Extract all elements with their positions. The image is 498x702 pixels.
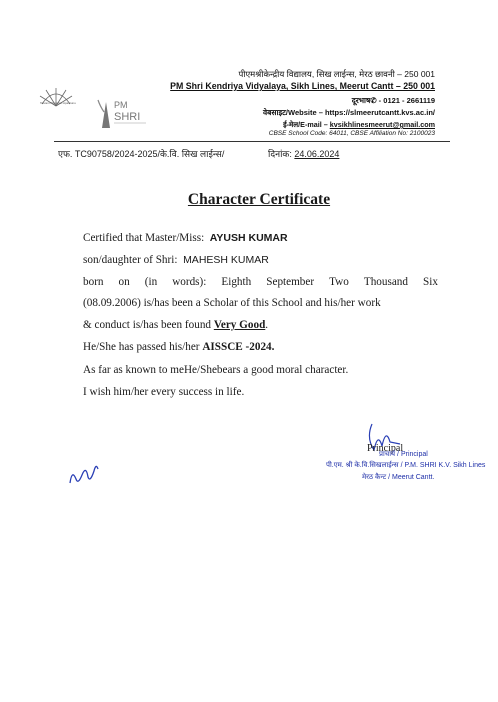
header-divider [54,141,450,142]
stamp-line-3: मेरठ कैन्ट / Meerut Cantt. [362,474,435,481]
dob-word: Thousand [363,276,408,288]
certificate-title: Character Certificate [187,191,331,208]
dob-word: Eighth [221,276,252,288]
exam-value: AISSCE -2024. [202,341,275,353]
scholar-line: (08.09.2006) is/has been a Scholar of this School and his/her work [83,297,381,309]
conduct-value: Very Good [213,319,266,331]
date-value: 24.06.2024 [294,149,340,159]
principal-label: Principal [367,443,404,454]
svg-text:SHRI: SHRI [114,111,141,123]
father-name: MAHESH KUMAR [183,254,269,266]
school-email-line [283,120,435,130]
dob-word: Two [329,276,349,288]
exam-line [83,341,274,353]
dob-word: (in [144,276,158,288]
dob-word: Six [423,276,438,288]
wishes-line: I wish him/her every success in life. [83,386,245,398]
father-name-line [83,254,269,266]
student-name: AYUSH KUMAR [209,232,288,244]
stamp-line-1: प्राचार्य / Principal [379,451,428,458]
dob-word: September [266,276,315,288]
pm-shri-logo [92,92,152,132]
email-prefix: ई-मेल/E-mail – [283,120,330,129]
pm-shri-wordmark: PM [114,100,128,110]
conduct-line [83,319,268,331]
exam-label: He/She has passed his/her [83,341,200,353]
cbse-codes: CBSE School Code: 64011, CBSE Affiliation No: 2100023 [268,130,435,137]
reference-number: एफ. TC90758/2024-2025/के.वि. सिख लाईन्स/ [58,149,225,159]
dob-word: words): [172,276,207,288]
student-name-line [83,232,288,244]
school-email: kvsikhlinesmeerut@gmail.com [329,120,435,129]
kv-motto: Tatvam Pooshan Apavrunu [40,101,76,105]
school-website: वेबसाइट/Website – https://slmeerutcantt.kvs.ac.in/ [262,108,435,117]
date-label: दिनांक: [268,149,292,159]
father-label: son/daughter of Shri: [83,254,178,266]
dob-word: on [118,276,130,288]
date-line [268,147,339,160]
school-phone: दूरभाष✆ - 0121 - 2661119 [351,96,435,105]
dob-word: born [83,276,104,288]
handwritten-margin-mark [64,455,104,491]
school-name-english: PM Shri Kendriya Vidyalaya, Sikh Lines, Meerut Cantt – 250 001 [170,81,435,91]
school-name-hindi: पीएमश्रीकेन्द्रीय विद्यालय, सिख लाईन्स, मेरठ छावनी – 250 001 [238,69,435,79]
conduct-label: & conduct is/has been found [83,319,212,331]
student-label: Certified that Master/Miss: [83,232,205,244]
moral-character-line: As far as known to meHe/Shebears a good moral character. [83,364,349,376]
conduct-period: . [265,319,269,331]
dob-words-line [83,276,438,288]
stamp-line-2: पी.एम. श्री के.वि.सिखलाईन्स / P.M. SHRI K.V. Sikh Lines [326,462,486,469]
